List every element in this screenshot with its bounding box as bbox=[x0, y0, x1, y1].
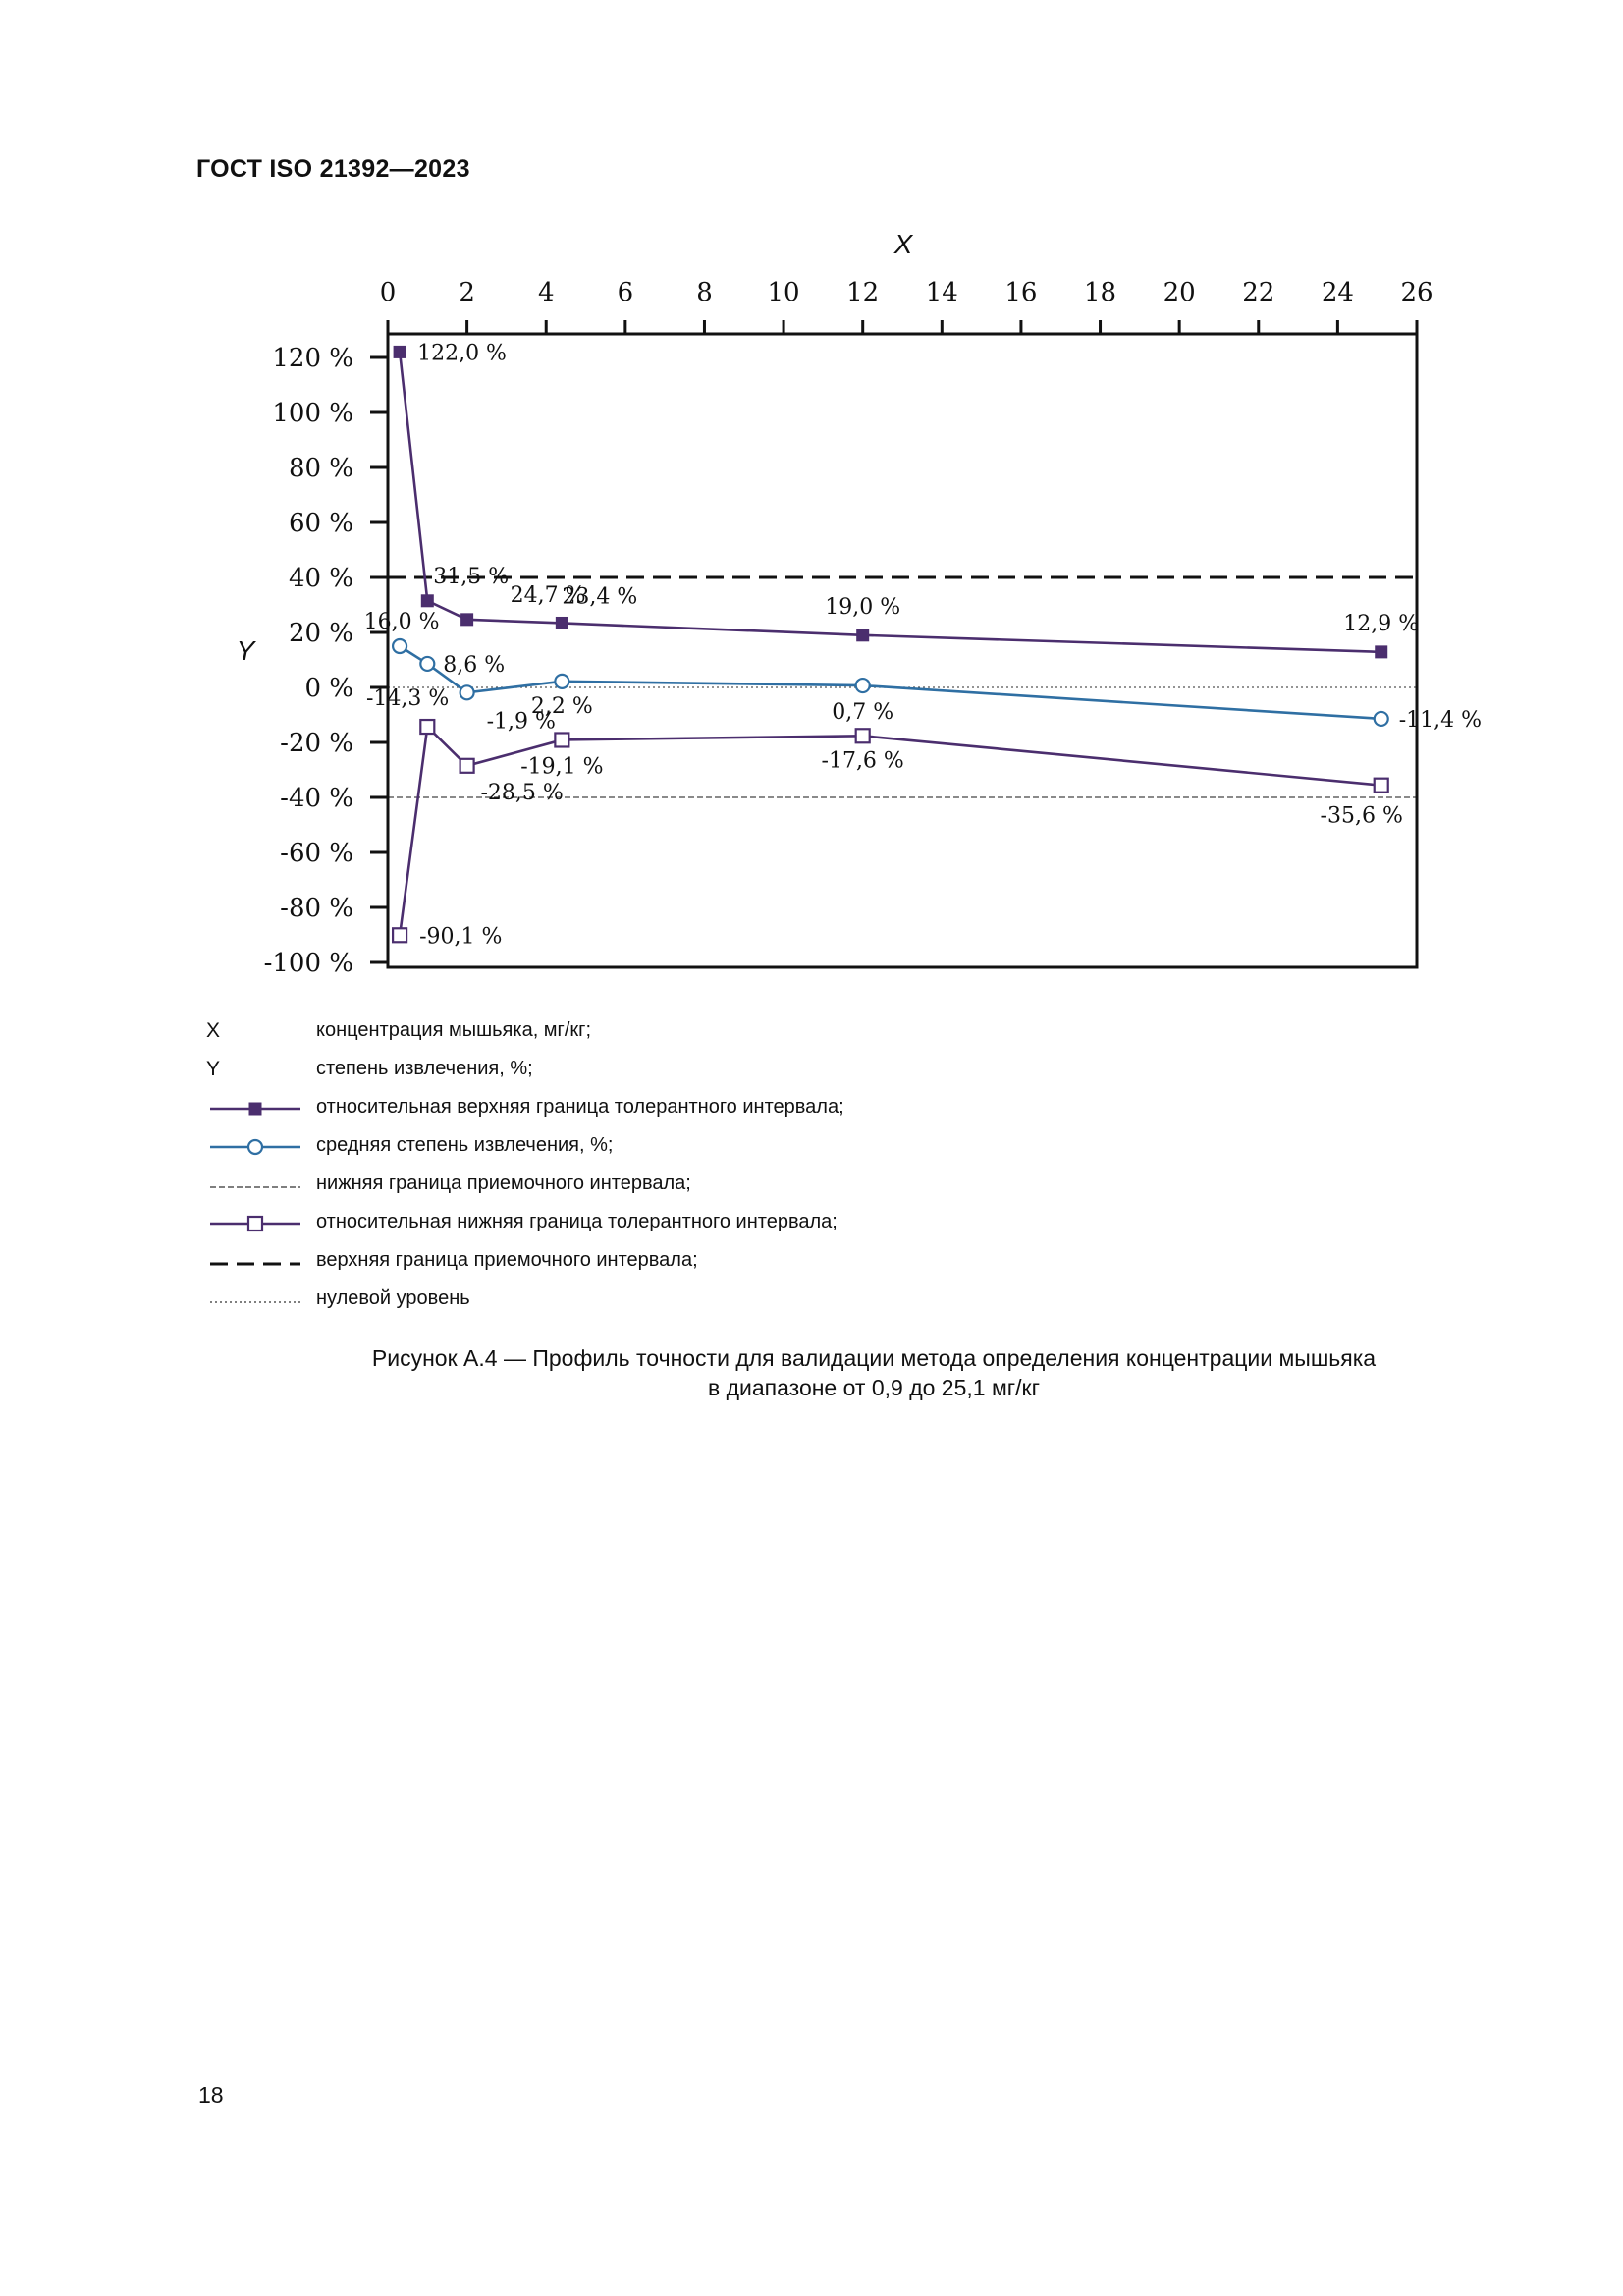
plot-frame bbox=[388, 334, 1420, 967]
data-label-lower-tolerance: -17,6 % bbox=[821, 748, 904, 774]
x-tick-label: 16 bbox=[1004, 278, 1038, 307]
legend-row-upper-acceptance bbox=[196, 1246, 1473, 1285]
x-tick-label: 8 bbox=[696, 278, 713, 307]
caption-line-2: в диапазоне от 0,9 до 25,1 мг/кг bbox=[708, 1375, 1040, 1400]
y-tick-label: 20 % bbox=[288, 619, 353, 648]
legend-row-x bbox=[196, 1016, 1473, 1055]
point-upper-tolerance bbox=[461, 614, 473, 626]
x-axis-title: X bbox=[893, 229, 913, 259]
y-tick-label: -40 % bbox=[280, 784, 353, 813]
legend-marker bbox=[249, 1103, 261, 1115]
data-label-mean-recovery: -11,4 % bbox=[1398, 707, 1483, 733]
point-lower-tolerance bbox=[1375, 779, 1388, 793]
x-tick-label: 18 bbox=[1083, 278, 1117, 307]
legend-text-upper-acceptance: верхняя граница приемочного интервала; bbox=[316, 1249, 698, 1271]
point-mean-recovery bbox=[1375, 712, 1388, 726]
data-label-lower-tolerance: -14,3 % bbox=[365, 686, 450, 712]
y-tick-label: 120 % bbox=[272, 344, 353, 373]
x-tick-label: 0 bbox=[379, 278, 397, 307]
data-label-mean-recovery: 2,2 % bbox=[530, 693, 593, 719]
data-label-mean-recovery: 16,0 % bbox=[363, 610, 440, 634]
accuracy-profile-chart bbox=[0, 0, 1623, 1002]
point-upper-tolerance bbox=[394, 346, 406, 357]
point-lower-tolerance bbox=[393, 928, 406, 942]
point-lower-tolerance bbox=[460, 759, 474, 773]
legend-key-zero-level bbox=[206, 1286, 304, 1314]
data-label-mean-recovery: -1,9 % bbox=[486, 709, 556, 735]
legend-row-lower-acceptance bbox=[196, 1170, 1473, 1208]
x-tick-label: 10 bbox=[767, 278, 800, 307]
series bbox=[393, 346, 1388, 942]
legend-key-upper-tolerance bbox=[206, 1095, 304, 1122]
point-upper-tolerance bbox=[556, 617, 568, 629]
legend-x-text: концентрация мышьяка, мг/кг; bbox=[316, 1019, 592, 1041]
data-label-mean-recovery: 8,6 % bbox=[443, 652, 506, 678]
point-mean-recovery bbox=[460, 685, 474, 699]
legend-text-mean-recovery: средняя степень извлечения, %; bbox=[316, 1134, 614, 1156]
data-label-lower-tolerance: -35,6 % bbox=[1320, 803, 1403, 829]
data-label-mean-recovery: 0,7 % bbox=[832, 700, 894, 726]
point-upper-tolerance bbox=[1376, 646, 1387, 658]
legend-key-lower-tolerance bbox=[206, 1210, 304, 1237]
x-tick-label: 4 bbox=[537, 278, 555, 307]
data-label-upper-tolerance: 12,9 % bbox=[1343, 611, 1420, 636]
legend-marker bbox=[248, 1217, 262, 1230]
legend-key-lower-acceptance bbox=[206, 1172, 304, 1199]
x-tick-label: 20 bbox=[1163, 278, 1196, 307]
data-label-upper-tolerance: 23,4 % bbox=[562, 584, 638, 610]
legend-row-y bbox=[196, 1055, 1473, 1093]
x-tick-label: 24 bbox=[1321, 278, 1354, 307]
caption-line-1: Рисунок А.4 — Профиль точности для валидации метода определения концентрации мышьяка bbox=[371, 1345, 1377, 1371]
y-tick-label: 100 % bbox=[272, 399, 353, 428]
legend bbox=[196, 1016, 1473, 1323]
legend-row-zero-level bbox=[196, 1285, 1473, 1323]
data-labels bbox=[364, 341, 1482, 949]
point-mean-recovery bbox=[856, 679, 870, 692]
y-tick-label: -80 % bbox=[280, 894, 353, 923]
legend-text-lower-acceptance: нижняя граница приемочного интервала; bbox=[316, 1173, 691, 1194]
x-tick-label: 14 bbox=[925, 278, 958, 307]
point-lower-tolerance bbox=[555, 733, 568, 746]
legend-text-upper-tolerance: относительная верхняя граница толерантного интервала; bbox=[316, 1096, 844, 1118]
point-lower-tolerance bbox=[420, 720, 434, 734]
y-tick-label: -60 % bbox=[280, 839, 353, 868]
legend-key-mean-recovery bbox=[206, 1133, 304, 1161]
point-upper-tolerance bbox=[857, 629, 869, 641]
y-tick-label: -20 % bbox=[280, 729, 353, 758]
legend-row-lower-tolerance bbox=[196, 1208, 1473, 1246]
legend-y-text: степень извлечения, %; bbox=[316, 1058, 533, 1079]
legend-y-key: Y bbox=[206, 1058, 221, 1080]
legend-x-key: X bbox=[206, 1019, 221, 1042]
data-label-upper-tolerance: 122,0 % bbox=[417, 341, 507, 366]
page-number: 18 bbox=[198, 2082, 224, 2107]
y-axis-title: Y bbox=[236, 635, 255, 666]
data-label-upper-tolerance: 31,5 % bbox=[433, 564, 510, 589]
x-tick-label: 26 bbox=[1400, 278, 1434, 307]
legend-row-mean-recovery bbox=[196, 1131, 1473, 1170]
y-tick-label: 0 % bbox=[304, 674, 353, 703]
point-mean-recovery bbox=[555, 675, 568, 688]
x-tick-label: 22 bbox=[1242, 278, 1275, 307]
x-tick-label: 2 bbox=[459, 278, 475, 307]
legend-row-upper-tolerance bbox=[196, 1093, 1473, 1131]
point-mean-recovery bbox=[420, 657, 434, 671]
point-mean-recovery bbox=[393, 639, 406, 653]
data-label-upper-tolerance: 19,0 % bbox=[825, 594, 901, 620]
figure-caption bbox=[196, 1343, 1551, 1402]
y-tick-label: -100 % bbox=[263, 949, 353, 978]
y-tick-label: 80 % bbox=[288, 454, 353, 483]
x-tick-label: 6 bbox=[617, 278, 634, 307]
x-tick-label: 12 bbox=[846, 278, 880, 307]
point-lower-tolerance bbox=[856, 729, 870, 742]
data-label-upper-tolerance: 24,7 % bbox=[510, 582, 586, 608]
data-label-lower-tolerance: -19,1 % bbox=[520, 754, 604, 780]
legend-marker bbox=[248, 1140, 262, 1154]
y-tick-label: 40 % bbox=[288, 564, 353, 593]
y-tick-label: 60 % bbox=[288, 509, 353, 538]
data-label-lower-tolerance: -90,1 % bbox=[419, 924, 503, 950]
data-label-lower-tolerance: -28,5 % bbox=[480, 780, 564, 805]
document-header: ГОСТ ISO 21392—2023 bbox=[196, 155, 470, 183]
legend-text-zero-level: нулевой уровень bbox=[316, 1287, 470, 1309]
legend-text-lower-tolerance: относительная нижняя граница толерантного интервала; bbox=[316, 1211, 838, 1232]
point-upper-tolerance bbox=[421, 595, 433, 607]
legend-key-upper-acceptance bbox=[206, 1248, 304, 1276]
